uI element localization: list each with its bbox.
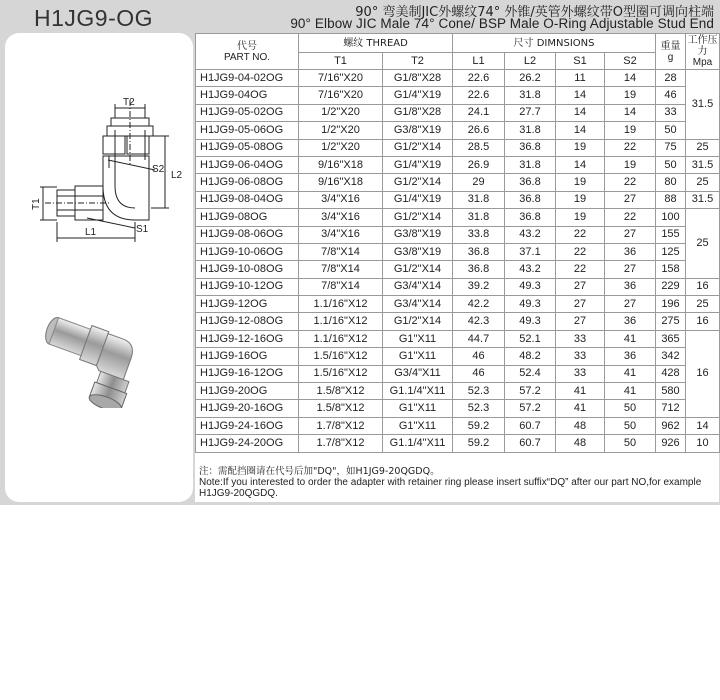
- cell-s2: 50: [605, 435, 656, 452]
- cell-s1: 22: [556, 243, 605, 260]
- cell-s2: 36: [605, 243, 656, 260]
- label-l1: L1: [85, 227, 97, 238]
- cell-t1: 1.1/16"X12: [299, 296, 383, 313]
- cell-weight: 46: [656, 87, 686, 104]
- label-s2: S2: [152, 164, 165, 175]
- cell-weight: 50: [656, 156, 686, 173]
- cell-part: H1JG9-08-06OG: [196, 226, 299, 243]
- cell-s1: 33: [556, 330, 605, 347]
- cell-s1: 22: [556, 261, 605, 278]
- cell-s1: 19: [556, 209, 605, 226]
- cell-weight: 155: [656, 226, 686, 243]
- cell-t1: 3/4"X16: [299, 191, 383, 208]
- header-weight-cn: 重量: [660, 40, 681, 52]
- cell-weight: 88: [656, 191, 686, 208]
- cell-pressure: 14: [686, 417, 720, 434]
- cell-l2: 36.8: [505, 209, 556, 226]
- label-l2: L2: [171, 170, 183, 181]
- cell-s1: 33: [556, 348, 605, 365]
- table-row: [196, 383, 720, 400]
- cell-pressure: 31.5: [686, 156, 720, 173]
- cell-t1: 3/4"X16: [299, 226, 383, 243]
- title-chinese: 90° 弯美制JIC外螺纹74° 外锥/英管外螺纹带O型圈可调向柱端: [355, 5, 714, 20]
- cell-l1: 46: [453, 348, 505, 365]
- cell-part: H1JG9-20-16OG: [196, 400, 299, 417]
- table-row: [196, 139, 720, 156]
- cell-part: H1JG9-24-20OG: [196, 435, 299, 452]
- cell-t1: 1.5/16"X12: [299, 365, 383, 382]
- cell-t2: G3/4"X11: [383, 365, 453, 382]
- cell-l1: 31.8: [453, 191, 505, 208]
- cell-l2: 49.3: [505, 313, 556, 330]
- product-code: H1JG9-OG: [34, 5, 154, 31]
- cell-part: H1JG9-10-08OG: [196, 261, 299, 278]
- header-l1: L1: [453, 53, 505, 70]
- cell-part: H1JG9-12-16OG: [196, 330, 299, 347]
- header-dimensions: [453, 34, 656, 53]
- header-dimensions-label: 尺寸 DIMNSIONS: [513, 37, 595, 49]
- cell-t2: G1"X11: [383, 417, 453, 434]
- cell-t2: G1/4"X19: [383, 87, 453, 104]
- cell-l2: 43.2: [505, 261, 556, 278]
- cell-l1: 22.6: [453, 70, 505, 87]
- cell-s2: 22: [605, 139, 656, 156]
- cell-l2: 36.8: [505, 191, 556, 208]
- cell-weight: 28: [656, 70, 686, 87]
- cell-part: H1JG9-12-08OG: [196, 313, 299, 330]
- table-row: [196, 191, 720, 208]
- cell-part: H1JG9-06-08OG: [196, 174, 299, 191]
- cell-l2: 49.3: [505, 278, 556, 295]
- cell-weight: 75: [656, 139, 686, 156]
- cell-t1: 1.1/16"X12: [299, 330, 383, 347]
- cell-part: H1JG9-12OG: [196, 296, 299, 313]
- cell-weight: 580: [656, 383, 686, 400]
- table-row: [196, 174, 720, 191]
- cell-s1: 27: [556, 296, 605, 313]
- table-row: [196, 313, 720, 330]
- header-part-en: PART NO.: [223, 51, 271, 63]
- cell-t1: 9/16"X18: [299, 156, 383, 173]
- cell-l2: 60.7: [505, 435, 556, 452]
- cell-l1: 42.3: [453, 313, 505, 330]
- cell-l1: 31.8: [453, 209, 505, 226]
- cell-l1: 33.8: [453, 226, 505, 243]
- cell-s1: 41: [556, 400, 605, 417]
- cell-part: H1JG9-05-08OG: [196, 139, 299, 156]
- cell-l2: 52.4: [505, 365, 556, 382]
- cell-weight: 80: [656, 174, 686, 191]
- cell-l1: 42.2: [453, 296, 505, 313]
- table-row: [196, 261, 720, 278]
- cell-l2: 49.3: [505, 296, 556, 313]
- cell-part: H1JG9-08-04OG: [196, 191, 299, 208]
- cell-part: H1JG9-06-04OG: [196, 156, 299, 173]
- cell-s2: 19: [605, 87, 656, 104]
- cell-s1: 41: [556, 383, 605, 400]
- cell-weight: 229: [656, 278, 686, 295]
- spec-table-body: [196, 70, 720, 453]
- cell-part: H1JG9-10-06OG: [196, 243, 299, 260]
- cell-pressure: 25: [686, 174, 720, 191]
- table-row: [196, 104, 720, 121]
- cell-weight: 158: [656, 261, 686, 278]
- cell-l2: 48.2: [505, 348, 556, 365]
- cell-s1: 19: [556, 139, 605, 156]
- cell-part: H1JG9-04-02OG: [196, 70, 299, 87]
- cell-l2: 37.1: [505, 243, 556, 260]
- header-l2: L2: [505, 53, 556, 70]
- cell-weight: 342: [656, 348, 686, 365]
- cell-s1: 48: [556, 417, 605, 434]
- cell-pressure: 31.5: [686, 70, 720, 140]
- header-thread: [299, 34, 453, 53]
- cell-weight: 962: [656, 417, 686, 434]
- cell-s1: 48: [556, 435, 605, 452]
- cell-t1: 1/2"X20: [299, 139, 383, 156]
- table-row: [196, 209, 720, 226]
- header-part-cn: 代号: [237, 40, 257, 52]
- cell-t1: 7/16"X20: [299, 87, 383, 104]
- cell-pressure: 16: [686, 330, 720, 417]
- cell-weight: 275: [656, 313, 686, 330]
- cell-t1: 3/4"X16: [299, 209, 383, 226]
- cell-t2: G3/8"X19: [383, 122, 453, 139]
- cell-pressure: 16: [686, 313, 720, 330]
- table-row: [196, 296, 720, 313]
- cell-s2: 19: [605, 122, 656, 139]
- cell-l2: 43.2: [505, 226, 556, 243]
- cell-pressure: 16: [686, 278, 720, 295]
- cell-s1: 22: [556, 226, 605, 243]
- table-row: [196, 278, 720, 295]
- cell-pressure: 31.5: [686, 191, 720, 208]
- cell-part: H1JG9-20OG: [196, 383, 299, 400]
- cell-t2: G1.1/4"X11: [383, 383, 453, 400]
- table-row: [196, 87, 720, 104]
- table-row: [196, 122, 720, 139]
- cell-l1: 24.1: [453, 104, 505, 121]
- cell-l2: 60.7: [505, 417, 556, 434]
- cell-s2: 14: [605, 104, 656, 121]
- header-pressure: [686, 34, 720, 70]
- cell-s1: 19: [556, 191, 605, 208]
- table-row: [196, 330, 720, 347]
- cell-t2: G1/2"X14: [383, 139, 453, 156]
- header-s2: S2: [605, 53, 656, 70]
- cell-s2: 14: [605, 70, 656, 87]
- cell-part: H1JG9-05-02OG: [196, 104, 299, 121]
- cell-pressure: 25: [686, 209, 720, 279]
- cell-l1: 26.6: [453, 122, 505, 139]
- cell-t1: 7/8"X14: [299, 243, 383, 260]
- cell-t2: G3/4"X14: [383, 296, 453, 313]
- cell-t2: G1/2"X14: [383, 174, 453, 191]
- cell-t1: 1.7/8"X12: [299, 435, 383, 452]
- cell-t1: 1.1/16"X12: [299, 313, 383, 330]
- cell-part: H1JG9-05-06OG: [196, 122, 299, 139]
- cell-l2: 31.8: [505, 87, 556, 104]
- table-row: [196, 400, 720, 417]
- table-row: [196, 70, 720, 87]
- cell-part: H1JG9-24-16OG: [196, 417, 299, 434]
- table-row: [196, 226, 720, 243]
- spec-table-wrap: [195, 33, 719, 502]
- note-chinese: 注：需配挡圈请在代号后加"DQ"，如H1JG9-20QGDQ。: [199, 466, 440, 477]
- cell-l2: 36.8: [505, 174, 556, 191]
- title-english: 90° Elbow JIC Male 74° Cone/ BSP Male O-Ring Adjustable Stud End: [290, 16, 714, 31]
- table-row: [196, 417, 720, 434]
- cell-pressure: 25: [686, 139, 720, 156]
- cell-part: H1JG9-08OG: [196, 209, 299, 226]
- cell-weight: 50: [656, 122, 686, 139]
- cell-weight: 712: [656, 400, 686, 417]
- cell-t2: G1.1/4"X11: [383, 435, 453, 452]
- cell-s1: 27: [556, 278, 605, 295]
- spec-table: [195, 33, 720, 453]
- cell-t1: 1.5/16"X12: [299, 348, 383, 365]
- cell-t2: G1/4"X19: [383, 191, 453, 208]
- label-s1: S1: [136, 224, 149, 235]
- cell-s2: 41: [605, 330, 656, 347]
- cell-l2: 26.2: [505, 70, 556, 87]
- cell-l2: 31.8: [505, 122, 556, 139]
- label-t2: T2: [123, 97, 135, 108]
- cell-l2: 57.2: [505, 383, 556, 400]
- technical-drawing: [15, 90, 185, 250]
- cell-l2: 57.2: [505, 400, 556, 417]
- cell-t1: 1.7/8"X12: [299, 417, 383, 434]
- cell-s2: 22: [605, 174, 656, 191]
- cell-part: H1JG9-10-12OG: [196, 278, 299, 295]
- table-row: [196, 365, 720, 382]
- cell-t2: G1"X11: [383, 348, 453, 365]
- cell-weight: 100: [656, 209, 686, 226]
- cell-t1: 7/16"X20: [299, 70, 383, 87]
- cell-t2: G1"X11: [383, 400, 453, 417]
- cell-l1: 29: [453, 174, 505, 191]
- header-part-no: [196, 34, 299, 70]
- cell-s2: 27: [605, 261, 656, 278]
- header-pressure-unit: Mpa: [692, 57, 713, 68]
- cell-weight: 196: [656, 296, 686, 313]
- cell-t1: 1/2"X20: [299, 122, 383, 139]
- cell-s2: 36: [605, 278, 656, 295]
- cell-s1: 14: [556, 87, 605, 104]
- cell-t2: G1/8"X28: [383, 104, 453, 121]
- cell-s2: 50: [605, 417, 656, 434]
- fitting-photo: [35, 298, 165, 408]
- cell-part: H1JG9-04OG: [196, 87, 299, 104]
- cell-s1: 14: [556, 156, 605, 173]
- cell-t2: G1/8"X28: [383, 70, 453, 87]
- cell-l2: 27.7: [505, 104, 556, 121]
- cell-l1: 26.9: [453, 156, 505, 173]
- table-row: [196, 435, 720, 452]
- cell-s1: 33: [556, 365, 605, 382]
- cell-s2: 50: [605, 400, 656, 417]
- cell-t2: G1"X11: [383, 330, 453, 347]
- cell-weight: 926: [656, 435, 686, 452]
- cell-s1: 11: [556, 70, 605, 87]
- table-row: [196, 156, 720, 173]
- cell-s2: 27: [605, 226, 656, 243]
- cell-s2: 27: [605, 191, 656, 208]
- header-t2: T2: [383, 53, 453, 70]
- table-row: [196, 348, 720, 365]
- cell-weight: 33: [656, 104, 686, 121]
- cell-l1: 59.2: [453, 435, 505, 452]
- cell-t2: G1/2"X14: [383, 209, 453, 226]
- header-thread-label: 螺纹 THREAD: [343, 37, 408, 49]
- cell-t1: 7/8"X14: [299, 261, 383, 278]
- cell-s2: 22: [605, 209, 656, 226]
- header-weight: [656, 34, 686, 70]
- cell-l1: 28.5: [453, 139, 505, 156]
- cell-s1: 27: [556, 313, 605, 330]
- cell-pressure: 10: [686, 435, 720, 452]
- cell-l1: 59.2: [453, 417, 505, 434]
- cell-t1: 9/16"X18: [299, 174, 383, 191]
- cell-l1: 39.2: [453, 278, 505, 295]
- cell-t2: G1/4"X19: [383, 156, 453, 173]
- cell-l1: 52.3: [453, 400, 505, 417]
- cell-weight: 125: [656, 243, 686, 260]
- cell-t2: G1/2"X14: [383, 261, 453, 278]
- label-t1: T1: [31, 198, 42, 210]
- cell-t2: G3/8"X19: [383, 243, 453, 260]
- cell-s2: 41: [605, 383, 656, 400]
- note-english: Note:If you interested to order the adapter with retainer ring please insert suffix“DQ” after our part NO,for example H1JG9-20QGDQ.: [199, 477, 702, 499]
- cell-l1: 44.7: [453, 330, 505, 347]
- cell-l1: 22.6: [453, 87, 505, 104]
- cell-t2: G3/4"X14: [383, 278, 453, 295]
- cell-l1: 52.3: [453, 383, 505, 400]
- cell-weight: 428: [656, 365, 686, 382]
- header-s1: S1: [556, 53, 605, 70]
- cell-s2: 36: [605, 313, 656, 330]
- cell-part: H1JG9-16OG: [196, 348, 299, 365]
- cell-l1: 36.8: [453, 261, 505, 278]
- cell-s2: 36: [605, 348, 656, 365]
- header-t1: T1: [299, 53, 383, 70]
- cell-s2: 27: [605, 296, 656, 313]
- cell-l1: 36.8: [453, 243, 505, 260]
- cell-t2: G3/8"X19: [383, 226, 453, 243]
- cell-t1: 7/8"X14: [299, 278, 383, 295]
- cell-t1: 1.5/8"X12: [299, 383, 383, 400]
- cell-l1: 46: [453, 365, 505, 382]
- cell-l2: 52.1: [505, 330, 556, 347]
- table-row: [196, 243, 720, 260]
- cell-l2: 31.8: [505, 156, 556, 173]
- cell-part: H1JG9-16-12OG: [196, 365, 299, 382]
- cell-s2: 41: [605, 365, 656, 382]
- cell-s1: 19: [556, 174, 605, 191]
- cell-weight: 365: [656, 330, 686, 347]
- cell-t1: 1.5/8"X12: [299, 400, 383, 417]
- cell-s1: 14: [556, 104, 605, 121]
- cell-s1: 14: [556, 122, 605, 139]
- cell-s2: 19: [605, 156, 656, 173]
- cell-t2: G1/2"X14: [383, 313, 453, 330]
- cell-l2: 36.8: [505, 139, 556, 156]
- header-pressure-cn: 工作压力: [687, 35, 718, 57]
- footnote: [199, 466, 714, 499]
- cell-pressure: 25: [686, 296, 720, 313]
- header-weight-unit: g: [667, 51, 674, 63]
- cell-t1: 1/2"X20: [299, 104, 383, 121]
